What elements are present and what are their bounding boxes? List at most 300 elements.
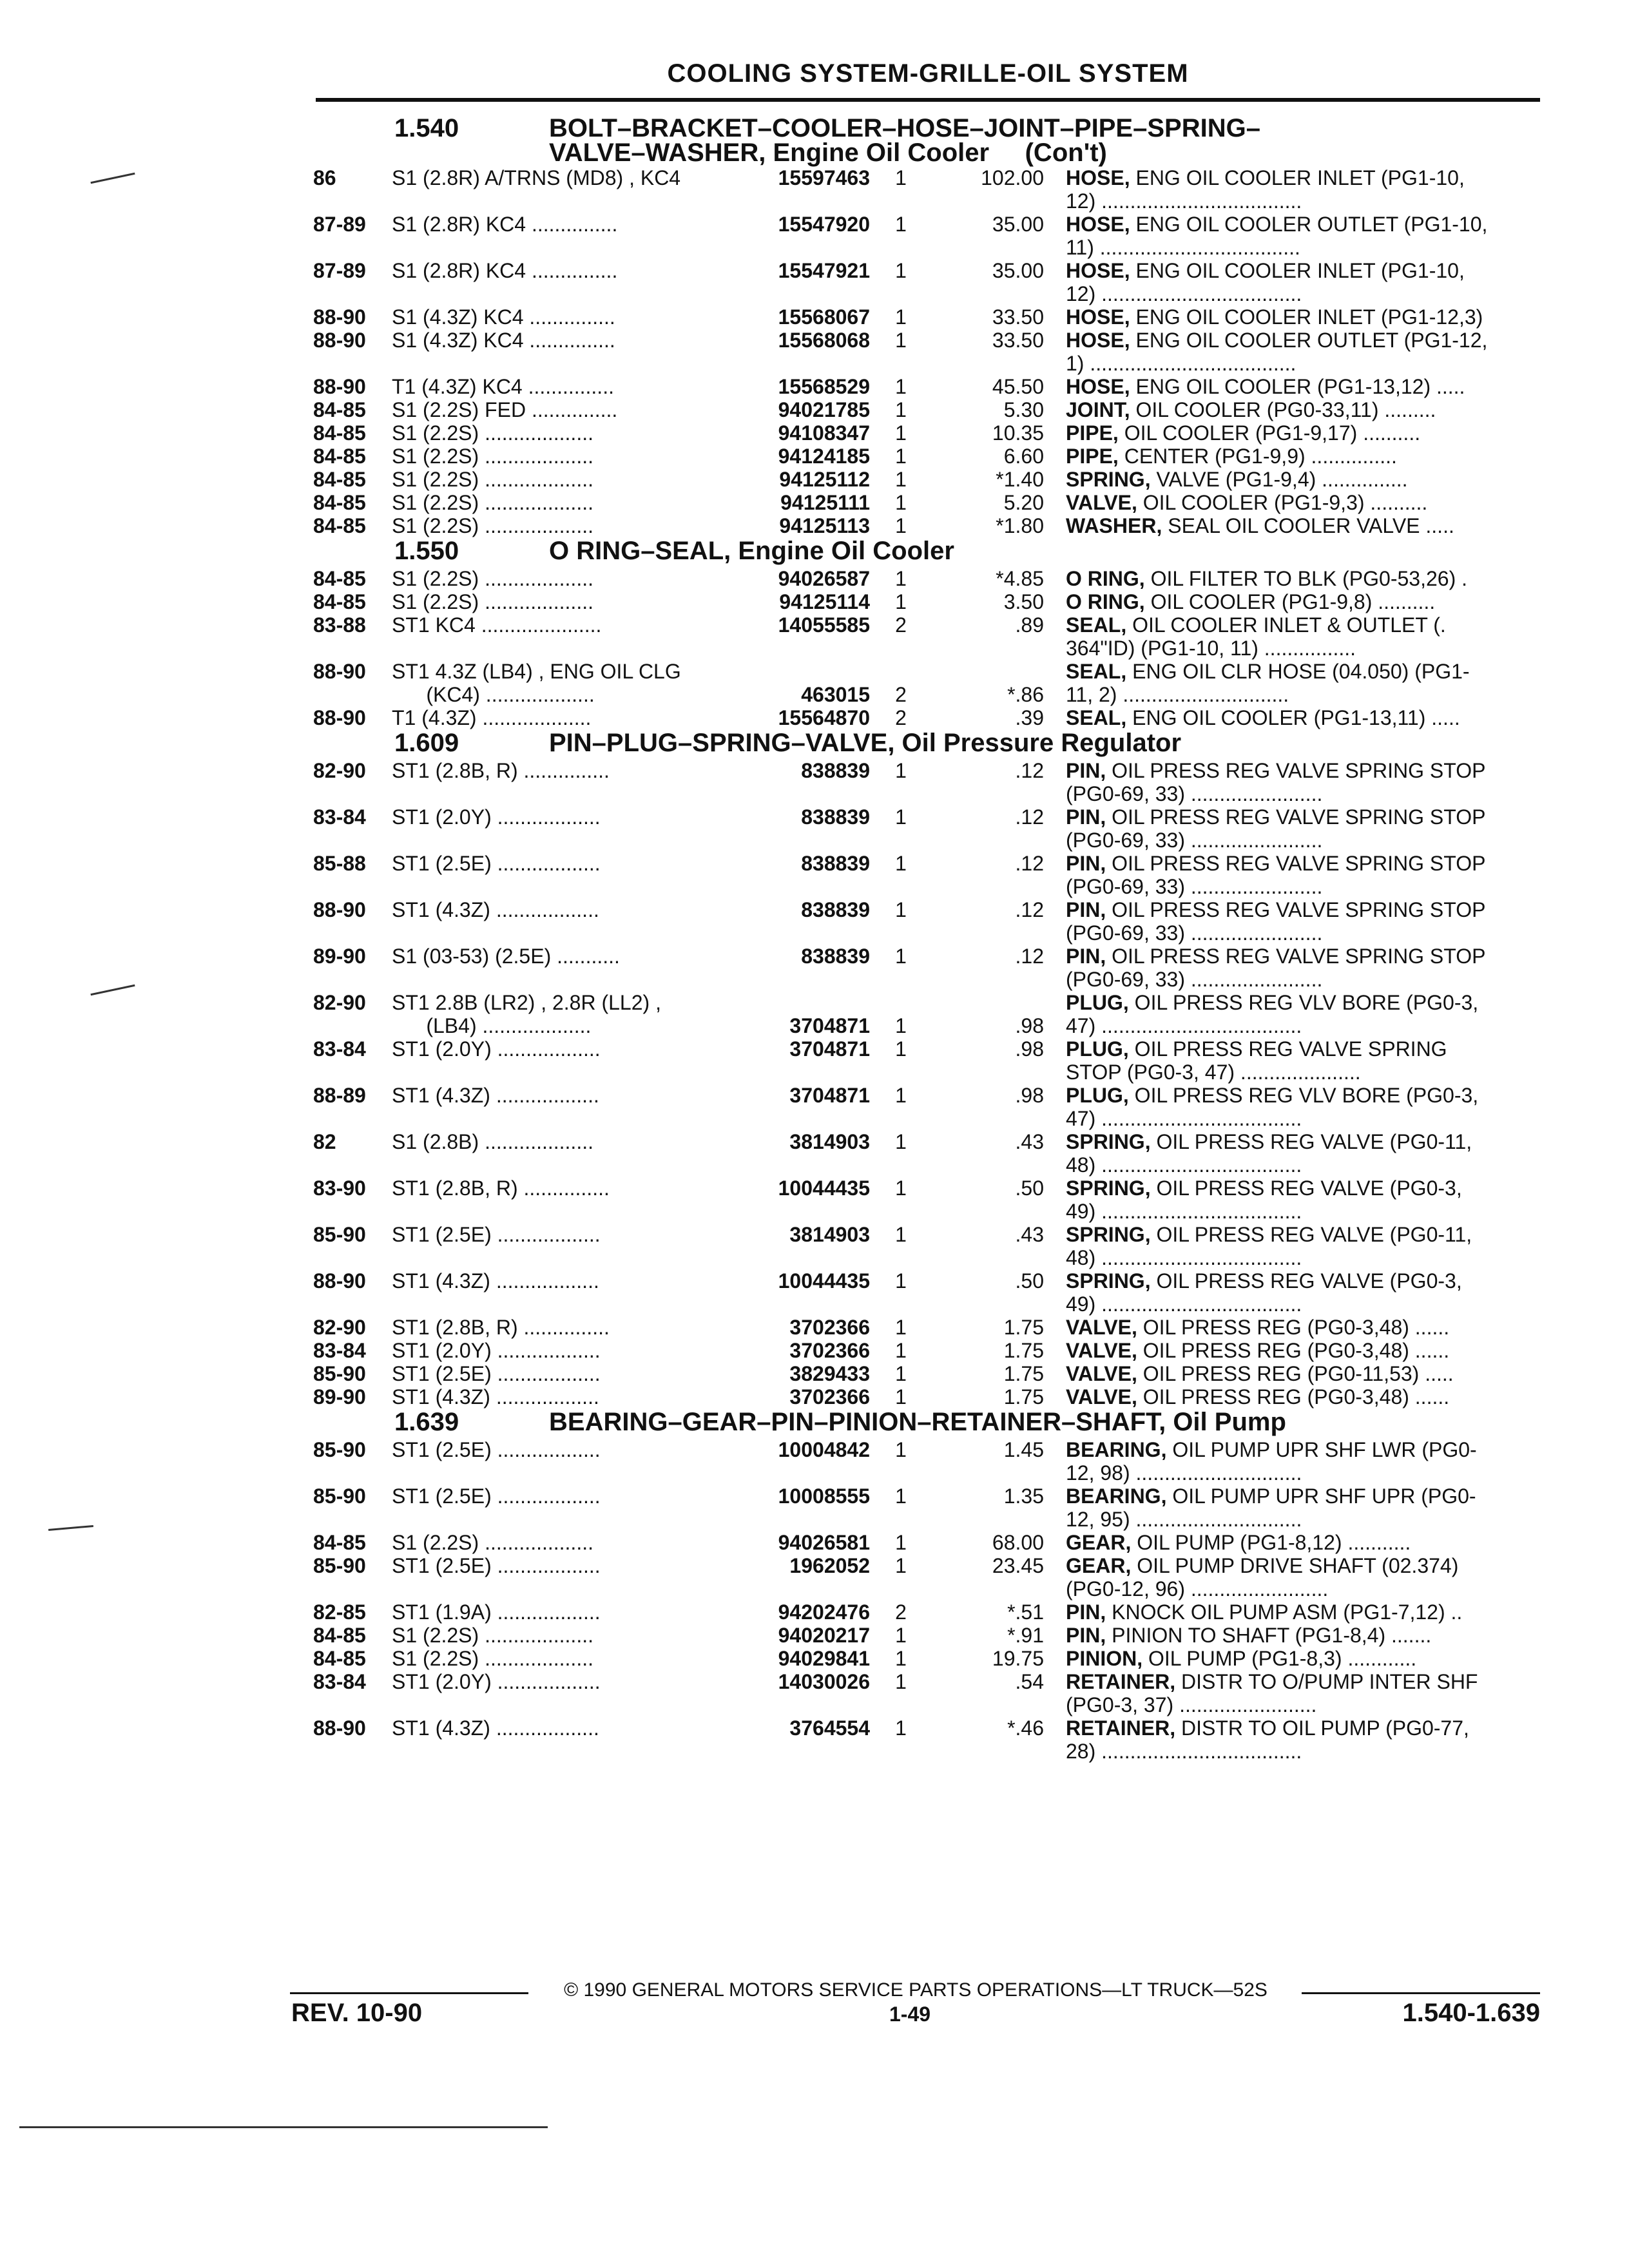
quantity: 1 — [895, 491, 907, 514]
price: 10.35 — [992, 421, 1044, 445]
quantity: 1 — [895, 1670, 907, 1693]
model-years: 88-90 — [313, 329, 366, 352]
model-years: 84-85 — [313, 491, 366, 514]
part-number: 3814903 — [789, 1223, 870, 1246]
price: 1.35 — [1003, 1485, 1044, 1508]
part-name: PLUG, — [1066, 1037, 1129, 1061]
part-number: 3702366 — [789, 1339, 870, 1362]
model-years: 88-89 — [313, 1084, 366, 1107]
parts-row — [0, 1269, 1629, 1316]
price: .12 — [1015, 852, 1044, 875]
quantity: 1 — [895, 1339, 907, 1362]
description-text: 1) .................................... — [1066, 352, 1296, 375]
quantity: 1 — [895, 1130, 907, 1153]
parts-row — [0, 421, 1629, 445]
part-number: 3702366 — [789, 1316, 870, 1339]
price: *4.85 — [996, 567, 1044, 590]
price: .89 — [1015, 613, 1044, 637]
parts-row — [0, 852, 1629, 898]
description-line — [1066, 259, 1536, 282]
description-line — [1066, 166, 1536, 189]
application-line: S1 (2.2S) ................... — [392, 491, 593, 514]
parts-row — [0, 305, 1629, 329]
description — [1066, 1485, 1536, 1531]
description-text: VALVE (PG1-9,4) ............... — [1156, 468, 1408, 491]
price: .54 — [1015, 1670, 1044, 1693]
page-title: COOLING SYSTEM-GRILLE-OIL SYSTEM — [667, 59, 1189, 88]
description — [1066, 991, 1536, 1037]
part-number: 94125113 — [779, 514, 870, 537]
part-name: RETAINER, — [1066, 1716, 1176, 1740]
model-years: 84-85 — [313, 567, 366, 590]
part-number: 838839 — [801, 852, 870, 875]
description-text: (PG0-12, 96) ........................ — [1066, 1577, 1329, 1600]
description-text: 47) ................................... — [1066, 1014, 1302, 1037]
description-line — [1066, 590, 1536, 613]
model-years: 82 — [313, 1130, 336, 1153]
description-line — [1066, 1577, 1536, 1600]
quantity: 1 — [895, 329, 907, 352]
description-line — [1066, 1693, 1536, 1716]
description — [1066, 1385, 1536, 1408]
part-name: GEAR, — [1066, 1531, 1132, 1554]
part-number: 94125112 — [779, 468, 870, 491]
description-text: ENG OIL COOLER OUTLET (PG1-12, — [1135, 329, 1488, 352]
description-line — [1066, 898, 1536, 921]
description-line — [1066, 236, 1536, 259]
model-years: 84-85 — [313, 398, 366, 421]
application-line: S1 (03-53) (2.5E) ........... — [392, 945, 620, 968]
description-text: OIL PRESS REG (PG0-3,48) ...... — [1142, 1316, 1450, 1339]
quantity: 2 — [895, 706, 907, 729]
quantity: 1 — [895, 259, 907, 282]
quantity: 2 — [895, 683, 907, 706]
description-line — [1066, 329, 1536, 352]
price: .50 — [1015, 1269, 1044, 1293]
application-line: ST1 (2.5E) .................. — [392, 852, 601, 875]
section-title — [549, 731, 1181, 755]
model-years: 82-90 — [313, 1316, 366, 1339]
description-line — [1066, 514, 1536, 537]
price: .43 — [1015, 1130, 1044, 1153]
description — [1066, 166, 1536, 213]
description-text: OIL PRESS REG VLV BORE (PG0-3, — [1134, 991, 1479, 1014]
quantity: 1 — [895, 1554, 907, 1577]
model-years: 88-90 — [313, 1716, 366, 1740]
price: 102.00 — [981, 166, 1044, 189]
description-text: ENG OIL COOLER INLET (PG1-10, — [1135, 166, 1465, 189]
quantity: 1 — [895, 1485, 907, 1508]
description-line — [1066, 706, 1536, 729]
parts-row — [0, 567, 1629, 590]
part-name: VALVE, — [1066, 1316, 1137, 1339]
footer-rule-right — [1302, 1992, 1540, 1994]
parts-row — [0, 1624, 1629, 1647]
description-text: OIL PUMP DRIVE SHAFT (02.374) — [1137, 1554, 1459, 1577]
description-text: OIL COOLER (PG0-33,11) ......... — [1135, 398, 1436, 421]
quantity: 1 — [895, 514, 907, 537]
part-number: 14055585 — [778, 613, 870, 637]
model-years: 85-88 — [313, 852, 366, 875]
description-text: (PG0-69, 33) ....................... — [1066, 829, 1323, 852]
quantity: 1 — [895, 305, 907, 329]
description — [1066, 514, 1536, 537]
part-number: 94021785 — [778, 398, 870, 421]
description-line — [1066, 829, 1536, 852]
model-years: 83-84 — [313, 805, 366, 829]
application-line: ST1 2.8B (LR2) , 2.8R (LL2) , — [392, 991, 661, 1014]
price: 35.00 — [992, 259, 1044, 282]
description-line — [1066, 683, 1536, 706]
description-line — [1066, 1269, 1536, 1293]
description — [1066, 759, 1536, 805]
model-years: 89-90 — [313, 945, 366, 968]
price: 1.75 — [1003, 1316, 1044, 1339]
description — [1066, 1316, 1536, 1339]
model-years: 86 — [313, 166, 336, 189]
description-line — [1066, 445, 1536, 468]
section-number: 1.550 — [394, 537, 459, 565]
description-line — [1066, 1130, 1536, 1153]
part-number: 15568529 — [778, 375, 870, 398]
description-line — [1066, 1624, 1536, 1647]
description-text: OIL PRESS REG VALVE SPRING STOP — [1112, 852, 1486, 875]
description-text: 49) ................................... — [1066, 1293, 1302, 1316]
description-line — [1066, 305, 1536, 329]
description-text: ENG OIL COOLER INLET (PG1-12,3) — [1135, 305, 1483, 329]
scan-edge-line — [19, 2126, 548, 2128]
price: 3.50 — [1003, 590, 1044, 613]
application-line: ST1 (2.0Y) .................. — [392, 1339, 601, 1362]
application-line: S1 (4.3Z) KC4 ............... — [392, 329, 615, 352]
description — [1066, 1670, 1536, 1716]
footer-copyright: © 1990 GENERAL MOTORS SERVICE PARTS OPERATIONS—LT TRUCK—52S — [564, 1979, 1268, 2001]
parts-row — [0, 590, 1629, 613]
part-name: WASHER, — [1066, 514, 1162, 537]
quantity: 1 — [895, 1716, 907, 1740]
part-number: 463015 — [801, 683, 870, 706]
description-text: OIL COOLER (PG1-9,3) .......... — [1142, 491, 1428, 514]
description-line — [1066, 875, 1536, 898]
application-line: ST1 (4.3Z) .................. — [392, 1084, 599, 1107]
description-text: (PG0-69, 33) ....................... — [1066, 875, 1323, 898]
parts-row — [0, 1600, 1629, 1624]
description-line — [1066, 1438, 1536, 1461]
part-number: 10044435 — [778, 1269, 870, 1293]
description-text: OIL PRESS REG VALVE SPRING STOP — [1112, 805, 1486, 829]
price: .98 — [1015, 1014, 1044, 1037]
description-text: STOP (PG0-3, 47) ..................... — [1066, 1061, 1361, 1084]
quantity: 1 — [895, 1014, 907, 1037]
part-number: 3702366 — [789, 1385, 870, 1408]
part-number: 94108347 — [778, 421, 870, 445]
part-name: O RING, — [1066, 590, 1145, 613]
quantity: 1 — [895, 468, 907, 491]
model-years: 88-90 — [313, 706, 366, 729]
description — [1066, 1624, 1536, 1647]
section-number: 1.540 — [394, 114, 459, 142]
description-line — [1066, 1485, 1536, 1508]
part-name: PIPE, — [1066, 445, 1119, 468]
description-line — [1066, 468, 1536, 491]
application-line: ST1 (2.5E) .................. — [392, 1485, 601, 1508]
part-name: PIN, — [1066, 945, 1106, 968]
part-number: 94026587 — [778, 567, 870, 590]
application-line: ST1 (2.8B, R) ............... — [392, 1177, 610, 1200]
section-title-line: BEARING–GEAR–PIN–PINION–RETAINER–SHAFT, Oil Pump — [549, 1408, 1286, 1436]
description-line — [1066, 1037, 1536, 1061]
section-title — [549, 116, 1260, 165]
description-line — [1066, 1177, 1536, 1200]
description-text: OIL PRESS REG VALVE SPRING STOP — [1112, 898, 1486, 921]
model-years: 88-90 — [313, 660, 366, 683]
part-number: 3704871 — [789, 1014, 870, 1037]
description — [1066, 1037, 1536, 1084]
description — [1066, 1554, 1536, 1600]
description-text: OIL PRESS REG (PG0-11,53) ..... — [1142, 1362, 1454, 1385]
description-text: CENTER (PG1-9,9) ............... — [1124, 445, 1397, 468]
part-number: 838839 — [801, 898, 870, 921]
quantity: 1 — [895, 1084, 907, 1107]
part-name: VALVE, — [1066, 1362, 1137, 1385]
part-number: 94125111 — [780, 491, 870, 514]
description-text: OIL PRESS REG (PG0-3,48) ...... — [1142, 1339, 1450, 1362]
parts-row — [0, 1485, 1629, 1531]
price: 5.30 — [1003, 398, 1044, 421]
model-years: 85-90 — [313, 1362, 366, 1385]
part-number: 1962052 — [789, 1554, 870, 1577]
description-text: OIL PUMP UPR SHF UPR (PG0- — [1172, 1485, 1476, 1508]
description — [1066, 1438, 1536, 1485]
description-line — [1066, 1316, 1536, 1339]
part-name: SPRING, — [1066, 468, 1151, 491]
part-name: SEAL, — [1066, 660, 1127, 683]
description-line — [1066, 1385, 1536, 1408]
part-number: 3764554 — [789, 1716, 870, 1740]
application-line: S1 (2.2S) ................... — [392, 421, 593, 445]
parts-row — [0, 213, 1629, 259]
part-number: 15568067 — [778, 305, 870, 329]
application-line: S1 (2.8R) A/TRNS (MD8) , KC4 — [392, 166, 681, 189]
description-line — [1066, 1554, 1536, 1577]
quantity: 1 — [895, 1531, 907, 1554]
application-line: ST1 (4.3Z) .................. — [392, 1269, 599, 1293]
application-line: ST1 (4.3Z) .................. — [392, 898, 599, 921]
section-title-line: BOLT–BRACKET–COOLER–HOSE–JOINT–PIPE–SPRING– — [549, 114, 1260, 142]
part-number: 94125114 — [779, 590, 870, 613]
part-number: 15547921 — [778, 259, 870, 282]
application-line: ST1 KC4 ..................... — [392, 613, 602, 637]
description-text: 49) ................................... — [1066, 1200, 1302, 1223]
description-text: DISTR TO O/PUMP INTER SHF — [1181, 1670, 1478, 1693]
description-line — [1066, 1246, 1536, 1269]
parts-row — [0, 1037, 1629, 1084]
part-name: HOSE, — [1066, 259, 1130, 282]
price: 1.45 — [1003, 1438, 1044, 1461]
description-line — [1066, 1223, 1536, 1246]
price: .12 — [1015, 805, 1044, 829]
description-line — [1066, 660, 1536, 683]
part-name: SPRING, — [1066, 1223, 1151, 1246]
description-text: (PG0-69, 33) ....................... — [1066, 782, 1323, 805]
description-text: (PG0-3, 37) ........................ — [1066, 1693, 1317, 1716]
description-line — [1066, 945, 1536, 968]
section-header — [0, 116, 1629, 166]
price: 1.75 — [1003, 1362, 1044, 1385]
description — [1066, 1084, 1536, 1130]
description-line — [1066, 1084, 1536, 1107]
description — [1066, 1223, 1536, 1269]
parts-row — [0, 1223, 1629, 1269]
part-name: HOSE, — [1066, 213, 1130, 236]
application-line: T1 (4.3Z) KC4 ............... — [392, 375, 614, 398]
description-text: ENG OIL CLR HOSE (04.050) (PG1- — [1132, 660, 1470, 683]
price: 6.60 — [1003, 445, 1044, 468]
description-line — [1066, 852, 1536, 875]
quantity: 1 — [895, 1269, 907, 1293]
model-years: 85-90 — [313, 1485, 366, 1508]
description-text: OIL PRESS REG VALVE (PG0-3, — [1156, 1177, 1462, 1200]
price: 33.50 — [992, 329, 1044, 352]
part-number: 10044435 — [778, 1177, 870, 1200]
price: *.86 — [1007, 683, 1044, 706]
part-name: PIN, — [1066, 759, 1106, 782]
part-name: BEARING, — [1066, 1485, 1167, 1508]
part-name: PLUG, — [1066, 991, 1129, 1014]
description-text: OIL PUMP (PG1-8,3) ............ — [1148, 1647, 1417, 1670]
quantity: 1 — [895, 1177, 907, 1200]
description-line — [1066, 1716, 1536, 1740]
description-text: OIL PRESS REG VALVE (PG0-3, — [1156, 1269, 1462, 1293]
parts-catalog-list — [0, 116, 1629, 1763]
parts-row — [0, 1339, 1629, 1362]
model-years: 84-85 — [313, 1624, 366, 1647]
description — [1066, 1600, 1536, 1624]
price: .12 — [1015, 759, 1044, 782]
section-header — [0, 731, 1629, 759]
description-line — [1066, 1531, 1536, 1554]
footer-revision: REV. 10-90 — [291, 1999, 423, 2027]
description-line — [1066, 637, 1536, 660]
part-number: 838839 — [801, 805, 870, 829]
part-number: 15564870 — [778, 706, 870, 729]
model-years: 84-85 — [313, 590, 366, 613]
parts-row — [0, 945, 1629, 991]
description-line — [1066, 1293, 1536, 1316]
parts-row — [0, 1177, 1629, 1223]
description-line — [1066, 375, 1536, 398]
parts-row — [0, 1438, 1629, 1485]
description-line — [1066, 968, 1536, 991]
section-number: 1.639 — [394, 1408, 459, 1436]
application-line: ST1 (2.0Y) .................. — [392, 1670, 601, 1693]
application-line: (LB4) ................... — [392, 1014, 592, 1037]
price: *.51 — [1007, 1600, 1044, 1624]
model-years: 83-90 — [313, 1177, 366, 1200]
description — [1066, 1130, 1536, 1177]
quantity: 2 — [895, 613, 907, 637]
description-line — [1066, 1647, 1536, 1670]
description-text: 11) ................................... — [1066, 236, 1300, 259]
description-line — [1066, 1339, 1536, 1362]
parts-row — [0, 1362, 1629, 1385]
application-line: ST1 (4.3Z) .................. — [392, 1385, 599, 1408]
quantity: 1 — [895, 1362, 907, 1385]
part-name: PINION, — [1066, 1647, 1143, 1670]
application-line: S1 (2.2S) FED ............... — [392, 398, 618, 421]
part-name: SPRING, — [1066, 1269, 1151, 1293]
price: 35.00 — [992, 213, 1044, 236]
description-text: PINION TO SHAFT (PG1-8,4) ....... — [1112, 1624, 1432, 1647]
description-line — [1066, 613, 1536, 637]
model-years: 82-85 — [313, 1600, 366, 1624]
part-name: VALVE, — [1066, 491, 1137, 514]
description — [1066, 1531, 1536, 1554]
quantity: 1 — [895, 398, 907, 421]
part-name: PIPE, — [1066, 421, 1119, 445]
application-line: S1 (2.8R) KC4 ............... — [392, 259, 618, 282]
part-number: 10008555 — [778, 1485, 870, 1508]
description — [1066, 660, 1536, 706]
description-text: OIL COOLER (PG1-9,8) .......... — [1150, 590, 1436, 613]
part-name: PIN, — [1066, 1600, 1106, 1624]
quantity: 1 — [895, 852, 907, 875]
section-number: 1.609 — [394, 729, 459, 757]
model-years: 87-89 — [313, 259, 366, 282]
description-text: 12, 95) ............................. — [1066, 1508, 1302, 1531]
description — [1066, 1177, 1536, 1223]
part-number: 3829433 — [789, 1362, 870, 1385]
part-number: 94020217 — [778, 1624, 870, 1647]
description-line — [1066, 782, 1536, 805]
quantity: 1 — [895, 1223, 907, 1246]
description-text: ENG OIL COOLER OUTLET (PG1-10, — [1135, 213, 1488, 236]
description-line — [1066, 352, 1536, 375]
model-years: 88-90 — [313, 375, 366, 398]
parts-row — [0, 1647, 1629, 1670]
quantity: 1 — [895, 590, 907, 613]
application-line: S1 (2.2S) ................... — [392, 1624, 593, 1647]
description-text: 48) ................................... — [1066, 1153, 1302, 1177]
parts-row — [0, 660, 1629, 706]
application-line: ST1 4.3Z (LB4) , ENG OIL CLG — [392, 660, 681, 683]
description-line — [1066, 1740, 1536, 1763]
parts-row — [0, 1316, 1629, 1339]
application-line: ST1 (1.9A) .................. — [392, 1600, 601, 1624]
model-years: 88-90 — [313, 305, 366, 329]
description — [1066, 213, 1536, 259]
description-line — [1066, 213, 1536, 236]
parts-row — [0, 1716, 1629, 1763]
model-years: 88-90 — [313, 898, 366, 921]
price: .50 — [1015, 1177, 1044, 1200]
application-line: ST1 (2.8B, R) ............... — [392, 1316, 610, 1339]
description — [1066, 898, 1536, 945]
description-text: SEAL OIL COOLER VALVE ..... — [1168, 514, 1454, 537]
description — [1066, 1716, 1536, 1763]
part-name: PIN, — [1066, 852, 1106, 875]
description-line — [1066, 921, 1536, 945]
application-line: S1 (2.2S) ................... — [392, 590, 593, 613]
quantity: 1 — [895, 421, 907, 445]
price: 68.00 — [992, 1531, 1044, 1554]
quantity: 1 — [895, 805, 907, 829]
price: *1.40 — [996, 468, 1044, 491]
part-name: RETAINER, — [1066, 1670, 1176, 1693]
description-text: DISTR TO OIL PUMP (PG0-77, — [1181, 1716, 1469, 1740]
description-line — [1066, 421, 1536, 445]
price: 5.20 — [1003, 491, 1044, 514]
